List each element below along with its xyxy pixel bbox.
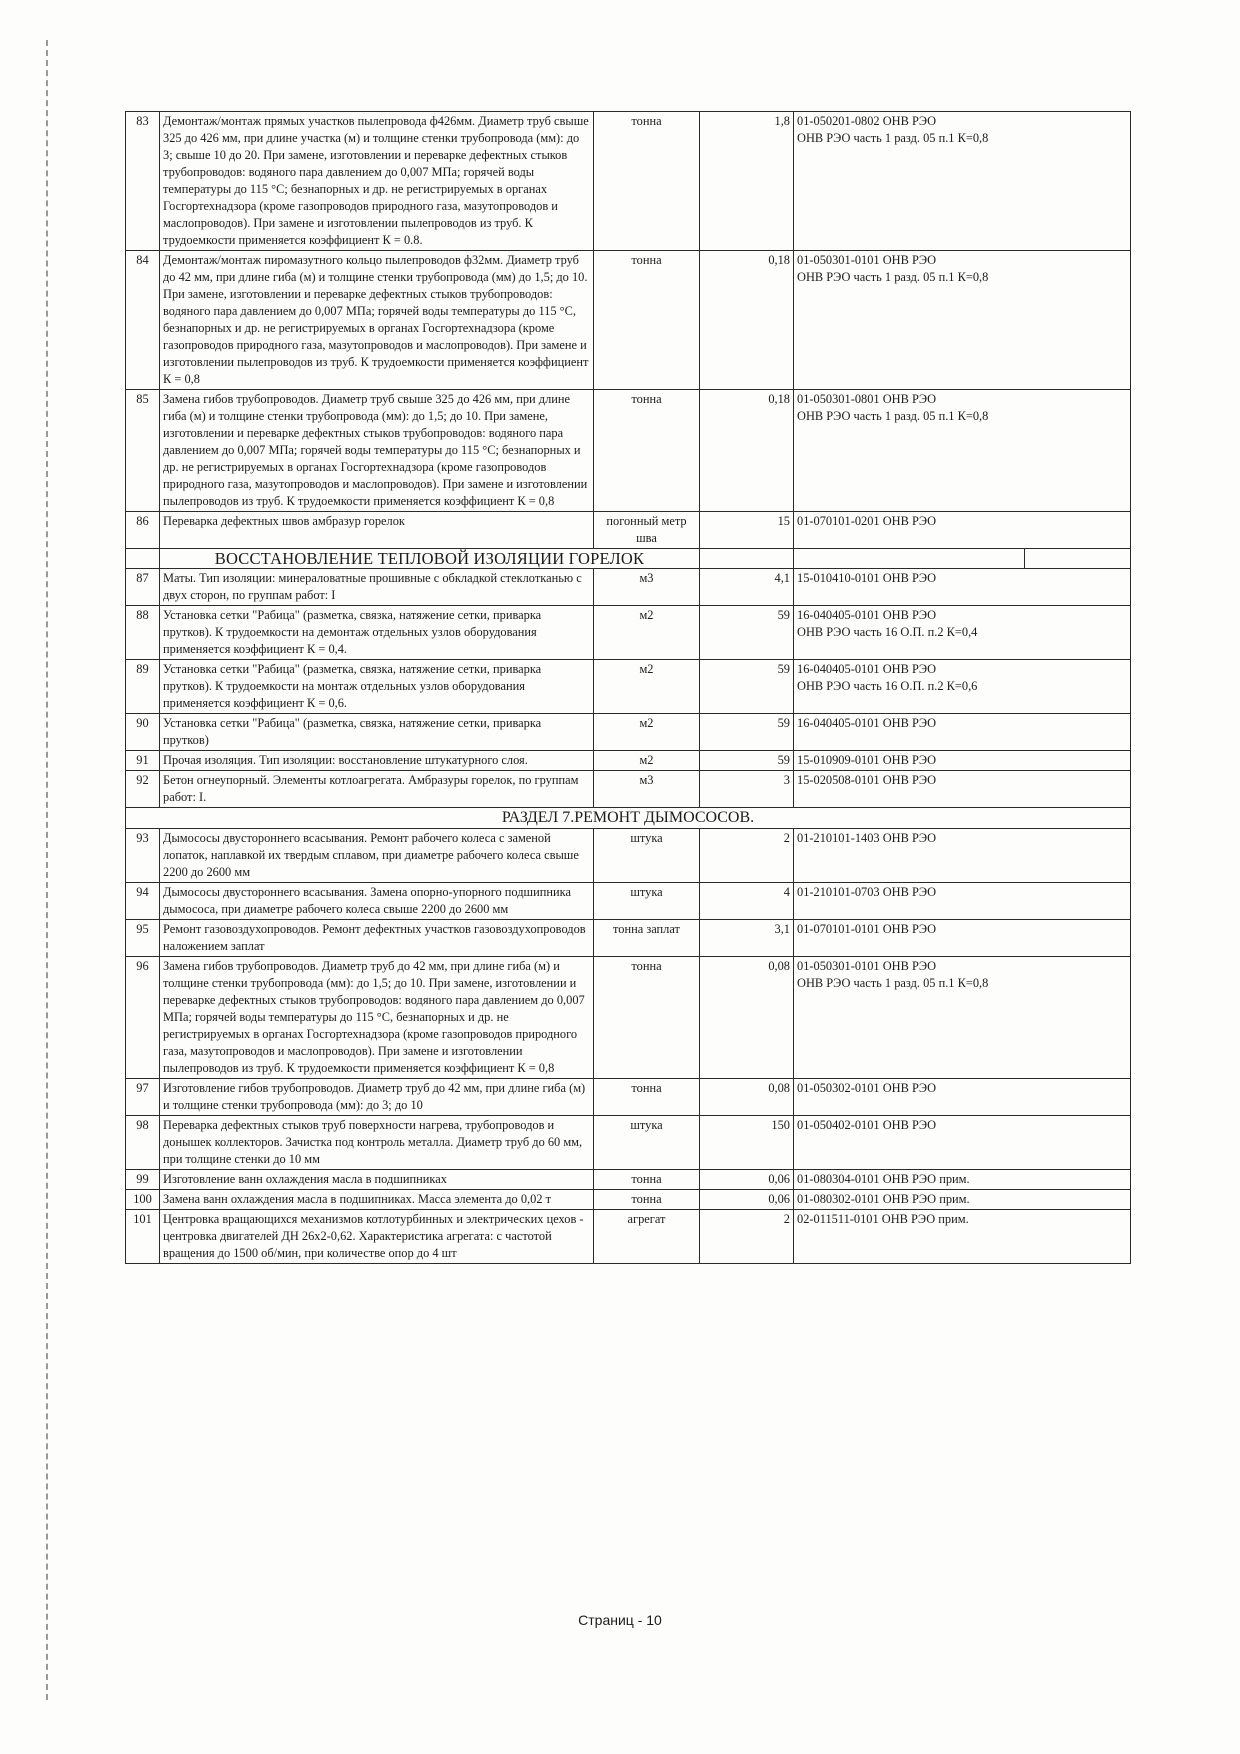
- item-number: 96: [126, 957, 160, 1079]
- item-norm-code: [794, 751, 1131, 771]
- item-unit: тонна: [594, 957, 700, 1079]
- norm-code-primary: 01-050402-0101 ОНВ РЭО: [797, 1118, 937, 1132]
- norm-code-primary: 01-050301-0101 ОНВ РЭО: [797, 959, 937, 973]
- item-quantity: 150: [700, 1116, 794, 1170]
- norm-code-primary: 16-040405-0101 ОНВ РЭО: [797, 662, 937, 676]
- item-unit: м2: [594, 714, 700, 751]
- item-number: 87: [126, 569, 160, 606]
- rows-section-7: [126, 829, 1131, 1264]
- item-norm-code: [794, 829, 1131, 883]
- item-quantity: 2: [700, 829, 794, 883]
- table-row: [126, 751, 1131, 771]
- table-row: [126, 390, 1131, 512]
- item-unit: штука: [594, 883, 700, 920]
- item-description: Замена ванн охлаждения масла в подшипниках. Масса элемента до 0,02 т: [160, 1190, 594, 1210]
- item-description: Бетон огнеупорный. Элементы котлоагрегата. Амбразуры горелок, по группам работ: I.: [160, 771, 594, 808]
- item-unit: тонна: [594, 390, 700, 512]
- table-row: [126, 251, 1131, 390]
- table-row: [126, 957, 1131, 1079]
- item-description: Центровка вращающихся механизмов котлотурбинных и электрических цехов - центровка двигателей ДН 26х2-0,62. Характеристика агрегата: с частотой вращения до 1500 об/мин, при количестве опор до 4 шт: [160, 1210, 594, 1264]
- item-norm-code: [794, 112, 1131, 251]
- table-row: [126, 112, 1131, 251]
- item-quantity: 59: [700, 606, 794, 660]
- item-unit: тонна: [594, 112, 700, 251]
- item-number: 100: [126, 1190, 160, 1210]
- item-description: Установка сетки "Рабица" (разметка, связка, натяжение сетки, приварка прутков). К трудоемкости на демонтаж отдельных узлов оборудования применяется коэффициент К = 0,4.: [160, 606, 594, 660]
- page-binding-edge: [46, 40, 48, 1700]
- item-description: Ремонт газовоздухопроводов. Ремонт дефектных участков газовоздухопроводов наложением заплат: [160, 920, 594, 957]
- item-quantity: 0,06: [700, 1190, 794, 1210]
- item-norm-code: [794, 660, 1131, 714]
- item-number: 83: [126, 112, 160, 251]
- item-description: Переварка дефектных стыков труб поверхности нагрева, трубопроводов и донышек коллекторов. Зачистка под контроль металла. Диаметр труб до 60 мм, при толщине стенки до 10 мм: [160, 1116, 594, 1170]
- item-norm-code: [794, 714, 1131, 751]
- norm-code-primary: 01-080304-0101 ОНВ РЭО прим.: [797, 1172, 970, 1186]
- section-row-group: [126, 808, 1131, 829]
- subheading-title: ВОССТАНОВЛЕНИЕ ТЕПЛОВОЙ ИЗОЛЯЦИИ ГОРЕЛОК: [160, 549, 700, 569]
- item-norm-code: [794, 390, 1131, 512]
- norm-code-note: ОНВ РЭО часть 1 разд. 05 п.1 К=0,8: [797, 131, 989, 145]
- norm-code-primary: 01-070101-0201 ОНВ РЭО: [797, 514, 937, 528]
- norm-code-primary: 01-050301-0101 ОНВ РЭО: [797, 253, 937, 267]
- item-unit: м2: [594, 751, 700, 771]
- norm-code-primary: 16-040405-0101 ОНВ РЭО: [797, 608, 937, 622]
- item-unit: тонна: [594, 1170, 700, 1190]
- item-unit: м2: [594, 660, 700, 714]
- item-quantity: 0,06: [700, 1170, 794, 1190]
- item-norm-code: [794, 771, 1131, 808]
- norm-code-primary: 01-210101-1403 ОНВ РЭО: [797, 831, 937, 845]
- item-description: Установка сетки "Рабица" (разметка, связка, натяжение сетки, приварка прутков). К трудоемкости на монтаж отдельных узлов оборудования применяется коэффициент К = 0,6.: [160, 660, 594, 714]
- item-number: 90: [126, 714, 160, 751]
- norm-code-primary: 16-040405-0101 ОНВ РЭО: [797, 716, 937, 730]
- norm-code-primary: 15-010909-0101 ОНВ РЭО: [797, 753, 937, 767]
- table-row: [126, 1116, 1131, 1170]
- item-quantity: 59: [700, 660, 794, 714]
- rows-section-6: [126, 112, 1131, 549]
- norm-code-primary: 01-070101-0101 ОНВ РЭО: [797, 922, 937, 936]
- heading-row-group: [126, 549, 1131, 569]
- item-quantity: 3,1: [700, 920, 794, 957]
- item-number: 84: [126, 251, 160, 390]
- item-unit: тонна заплат: [594, 920, 700, 957]
- table-row: [126, 569, 1131, 606]
- item-description: Дымососы двустороннего всасывания. Ремонт рабочего колеса с заменой лопаток, наплавкой их твердым сплавом, при диаметре рабочего колеса свыше 2200 до 2600 мм: [160, 829, 594, 883]
- table-row: [126, 660, 1131, 714]
- item-number: 101: [126, 1210, 160, 1264]
- norm-code-primary: 01-050201-0802 ОНВ РЭО: [797, 114, 937, 128]
- item-description: Маты. Тип изоляции: минераловатные прошивные с обкладкой стеклотканью с двух сторон, по группам работ: I: [160, 569, 594, 606]
- item-norm-code: [794, 569, 1131, 606]
- norm-code-primary: 01-210101-0703 ОНВ РЭО: [797, 885, 937, 899]
- norm-code-primary: 01-050301-0801 ОНВ РЭО: [797, 392, 937, 406]
- item-norm-code: [794, 1116, 1131, 1170]
- item-norm-code: [794, 1210, 1131, 1264]
- item-unit: тонна: [594, 1079, 700, 1116]
- item-norm-code: [794, 606, 1131, 660]
- table-row: [126, 771, 1131, 808]
- item-number: 94: [126, 883, 160, 920]
- item-quantity: 4,1: [700, 569, 794, 606]
- rows-insulation: [126, 569, 1131, 808]
- item-quantity: 59: [700, 714, 794, 751]
- item-norm-code: [794, 1190, 1131, 1210]
- norm-code-note: ОНВ РЭО часть 16 О.П. п.2 К=0,4: [797, 625, 978, 639]
- item-quantity: 0,08: [700, 1079, 794, 1116]
- norm-code-primary: 01-050302-0101 ОНВ РЭО: [797, 1081, 937, 1095]
- item-norm-code: [794, 1170, 1131, 1190]
- item-quantity: 0,18: [700, 251, 794, 390]
- norm-code-primary: 01-080302-0101 ОНВ РЭО прим.: [797, 1192, 970, 1206]
- item-norm-code: [794, 251, 1131, 390]
- item-quantity: 0,08: [700, 957, 794, 1079]
- item-description: Демонтаж/монтаж пиромазутного кольцо пылепроводов ф32мм. Диаметр труб до 42 мм, при длине гиба (м) и толщине стенки трубопровода (мм) до 1,5; до 10. При замене, изготовлении и переварке дефектных стыков трубопроводов: водяного пара давлением до 0,007 МПа; горячей воды температуры до 115 °С, безнапорных и др. не регистрируемых в органах Госгортехнадзора (кроме газопроводов природного газа, мазутопроводов и маслопроводов). При замене и изготовлении пылепроводов из труб. К трудоемкости применяется коэффициент К = 0,8: [160, 251, 594, 390]
- item-number: 93: [126, 829, 160, 883]
- item-number: 91: [126, 751, 160, 771]
- table-row: [126, 1170, 1131, 1190]
- item-description: Установка сетки "Рабица" (разметка, связка, натяжение сетки, приварка прутков): [160, 714, 594, 751]
- item-quantity: 0,18: [700, 390, 794, 512]
- item-quantity: 4: [700, 883, 794, 920]
- norm-code-primary: 15-020508-0101 ОНВ РЭО: [797, 773, 937, 787]
- item-unit: погонный метр шва: [594, 512, 700, 549]
- item-quantity: 3: [700, 771, 794, 808]
- item-description: Изготовление гибов трубопроводов. Диаметр труб до 42 мм, при длине гиба (м) и толщине стенки трубопровода (мм): до 3; до 10: [160, 1079, 594, 1116]
- table-row: [126, 1210, 1131, 1264]
- table-row: [126, 1190, 1131, 1210]
- norm-code-note: ОНВ РЭО часть 1 разд. 05 п.1 К=0,8: [797, 409, 989, 423]
- item-number: 92: [126, 771, 160, 808]
- table-row: [126, 883, 1131, 920]
- norm-code-note: ОНВ РЭО часть 16 О.П. п.2 К=0,6: [797, 679, 978, 693]
- item-number: 97: [126, 1079, 160, 1116]
- item-unit: м3: [594, 569, 700, 606]
- table-row: [126, 920, 1131, 957]
- item-description: Замена гибов трубопроводов. Диаметр труб свыше 325 до 426 мм, при длине гиба (м) и толщине стенки трубопровода (мм): до 1,5; до 10. При замене, изготовлении и переварке дефектных стыков трубопроводов: водяного пара давлением до 0,007 МПа; горячей воды температуры до 115 °С; безнапорных и др. не регистрируемых в органах Госгортехнадзора (кроме газопроводов природного газа, мазутопроводов и маслопроводов). При замене и изготовлении пылепроводов из труб. К трудоемкости применяется коэффициент К = 0,8: [160, 390, 594, 512]
- item-unit: м2: [594, 606, 700, 660]
- item-quantity: 2: [700, 1210, 794, 1264]
- item-norm-code: [794, 512, 1131, 549]
- section-title: РАЗДЕЛ 7.РЕМОНТ ДЫМОСОСОВ.: [126, 808, 1131, 829]
- item-quantity: 1,8: [700, 112, 794, 251]
- item-norm-code: [794, 883, 1131, 920]
- norm-code-primary: 02-011511-0101 ОНВ РЭО прим.: [797, 1212, 969, 1226]
- page-footer: Страниц - 10: [578, 1612, 662, 1628]
- norm-code-note: ОНВ РЭО часть 1 разд. 05 п.1 К=0,8: [797, 270, 989, 284]
- item-description: Дымососы двустороннего всасывания. Замена опорно-упорного подшипника дымососа, при диаметре рабочего колеса свыше 2200 до 2600 мм: [160, 883, 594, 920]
- item-norm-code: [794, 920, 1131, 957]
- subheading-row: [126, 549, 1131, 569]
- item-description: Демонтаж/монтаж прямых участков пылепровода ф426мм. Диаметр труб свыше 325 до 426 мм, при длине участка (м) и толщине стенки трубопровода (мм): до 3; свыше 10 до 20. При замене, изготовлении и переварке дефектных стыков трубопроводов: водяного пара давлением до 0,007 МПа; горячей воды температуры до 115 °С; безнапорных и др. не регистрируемых в органах Госгортехнадзора (кроме газопроводов природного газа, мазутопроводов и маслопроводов). При замене и изготовлении пылепроводов из труб. К трудоемкости применяется коэффициент К = 0.8.: [160, 112, 594, 251]
- item-number: 85: [126, 390, 160, 512]
- item-number: 88: [126, 606, 160, 660]
- item-norm-code: [794, 1079, 1131, 1116]
- table-row: [126, 606, 1131, 660]
- norm-code-note: ОНВ РЭО часть 1 разд. 05 п.1 К=0,8: [797, 976, 989, 990]
- item-number: 98: [126, 1116, 160, 1170]
- item-quantity: 59: [700, 751, 794, 771]
- item-number: 86: [126, 512, 160, 549]
- norm-code-primary: 15-010410-0101 ОНВ РЭО: [797, 571, 937, 585]
- item-unit: штука: [594, 1116, 700, 1170]
- item-unit: тонна: [594, 251, 700, 390]
- item-unit: тонна: [594, 1190, 700, 1210]
- item-number: 89: [126, 660, 160, 714]
- item-norm-code: [794, 957, 1131, 1079]
- table-row: [126, 1079, 1131, 1116]
- item-description: Прочая изоляция. Тип изоляции: восстановление штукатурного слоя.: [160, 751, 594, 771]
- item-unit: штука: [594, 829, 700, 883]
- table-row: [126, 714, 1131, 751]
- item-description: Замена гибов трубопроводов. Диаметр труб до 42 мм, при длине гиба (м) и толщине стенки трубопровода (мм): до 1,5; до 10. При замене, изготовлении и переварке дефектных стыков трубопроводов: водяного пара давлением до 0,007 МПа; горячей воды температуры до 115 °С, безнапорных и др. не регистрируемых в органах Госгортехнадзора (кроме газопроводов природного газа, мазутопроводов и маслопроводов). При замене и изготовлении пылепроводов из труб. К трудоемкости применяется коэффициент К = 0,8: [160, 957, 594, 1079]
- item-description: Изготовление ванн охлаждения масла в подшипниках: [160, 1170, 594, 1190]
- item-unit: м3: [594, 771, 700, 808]
- section-row: [126, 808, 1131, 829]
- item-unit: агрегат: [594, 1210, 700, 1264]
- item-number: 99: [126, 1170, 160, 1190]
- item-number: 95: [126, 920, 160, 957]
- item-description: Переварка дефектных швов амбразур горелок: [160, 512, 594, 549]
- table-row: [126, 512, 1131, 549]
- item-quantity: 15: [700, 512, 794, 549]
- table-row: [126, 829, 1131, 883]
- estimate-table: [125, 111, 1131, 1264]
